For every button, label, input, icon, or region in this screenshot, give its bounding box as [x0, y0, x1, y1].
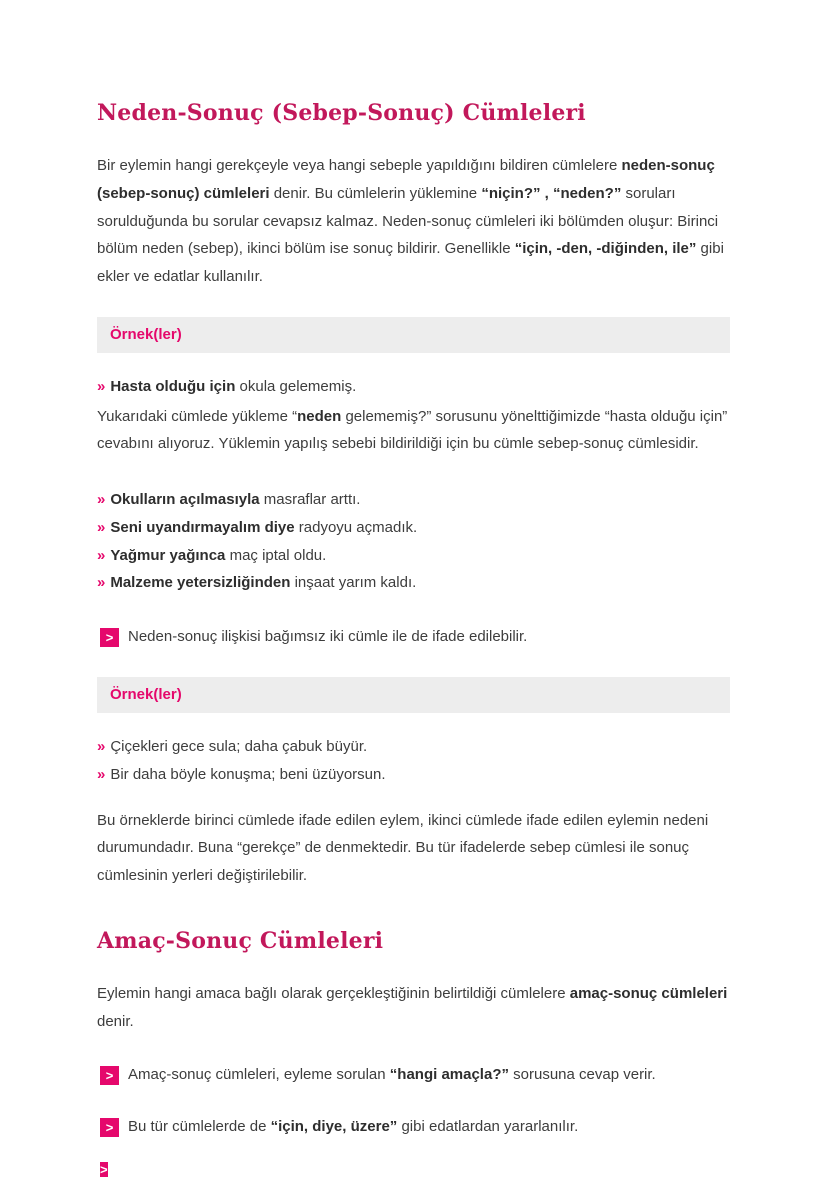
bullet-marker: » [97, 377, 106, 395]
bullet-marker: » [97, 546, 106, 564]
list-item-text: Malzeme yetersizliğinden inşaat yarım kaldı. [110, 574, 417, 592]
example-sentence-text: Hasta olduğu için okula gelememiş. [110, 377, 357, 395]
note-text: Amaç-sonuç cümleleri, eyleme sorulan “hangi amaçla?” sorusuna cevap verir. [128, 1066, 656, 1084]
bullet-marker: » [97, 765, 106, 783]
note-1 [100, 625, 730, 649]
list-item [97, 569, 730, 597]
list-item [97, 486, 730, 514]
list-item-text: Bir daha böyle konuşma; beni üzüyorsun. [110, 765, 386, 783]
example-header-2 [97, 677, 730, 713]
section-title-amac-sonuc: Amaç-Sonuç Cümleleri [97, 927, 384, 954]
note-arrow-icon: > [100, 1066, 119, 1085]
note-arrow-icon: > [100, 1162, 108, 1177]
list-item [97, 542, 730, 570]
example-1-block [97, 373, 730, 458]
example-header-label: Örnek(ler) [110, 325, 182, 343]
page-title: Neden-Sonuç (Sebep-Sonuç) Cümleleri [97, 100, 586, 126]
note-text: Bu tür cümlelerde de “için, diye, üzere” gibi edatlardan yararlanılır. [128, 1118, 579, 1136]
bullet-marker: » [97, 574, 106, 592]
example-header-1 [97, 317, 730, 353]
bullet-marker: » [97, 518, 106, 536]
note-2 [100, 1063, 730, 1087]
list-item-text: Seni uyandırmayalım diye radyoyu açmadık. [110, 518, 418, 536]
bullet-marker: » [97, 491, 106, 508]
example-header-label: Örnek(ler) [110, 686, 182, 703]
note-arrow-icon: > [100, 1118, 119, 1137]
bullet-marker: » [97, 738, 106, 755]
example-explanation: Yukarıdaki cümlede yükleme “neden gelememiş?” sorusunu yönelttiğimizde “hasta olduğu için” cevabını alıyoruz. Yüklemin yapılış sebebi bildirildiği için bu cümle sebep-sonuç cümlesidir. [97, 407, 728, 453]
list-item-text: Yağmur yağınca maç iptal oldu. [110, 546, 327, 564]
spacer [97, 476, 730, 486]
list-item-text: Çiçekleri gece sula; daha çabuk büyür. [110, 738, 368, 755]
list-item [97, 514, 730, 542]
list-item-text: Okulların açılmasıyla masraflar arttı. [110, 491, 361, 508]
intro-paragraph: Bir eylemin hangi gerekçeyle veya hangi sebeple yapıldığını bildiren cümlelere neden-sonuç (sebep-sonuç) cümleleri denir. Bu cümlelerin yüklemine “niçin?” , “neden?” soruları sorulduğunda bu sorular cevapsız kalmaz. Neden-sonuç cümleleri iki bölümden oluşur: Birinci bölüm neden (sebep), ikinci bölüm ise sonuç bildirir. Genellikle “için, -den, -diğinden, ile” gibi ekler ve edatlar kullanılır. [97, 157, 724, 285]
amac-intro-paragraph: Eylemin hangi amaca bağlı olarak gerçekleştiğinin belirtildiği cümlelere amaç-sonuç cümleleri denir. [97, 984, 728, 1030]
example-sentence [97, 373, 730, 401]
example-list-2 [97, 733, 730, 789]
note-arrow-icon: > [100, 628, 119, 647]
example-list-1 [97, 486, 730, 597]
note-3 [100, 1115, 730, 1139]
note-4-clipped [100, 1160, 117, 1179]
note-text: Neden-sonuç ilişkisi bağımsız iki cümle ile de ifade edilebilir. [128, 628, 528, 645]
list-item [97, 761, 730, 789]
list-item [97, 733, 730, 761]
closing-paragraph: Bu örneklerde birinci cümlede ifade edilen eylem, ikinci cümlede ifade edilen eylemin nedeni durumundadır. Buna “gerekçe” de denmektedir. Bu tür ifadelerde sebep cümlesi ile sonuç cümlesinin yerleri değiştirilebilir. [97, 811, 709, 884]
